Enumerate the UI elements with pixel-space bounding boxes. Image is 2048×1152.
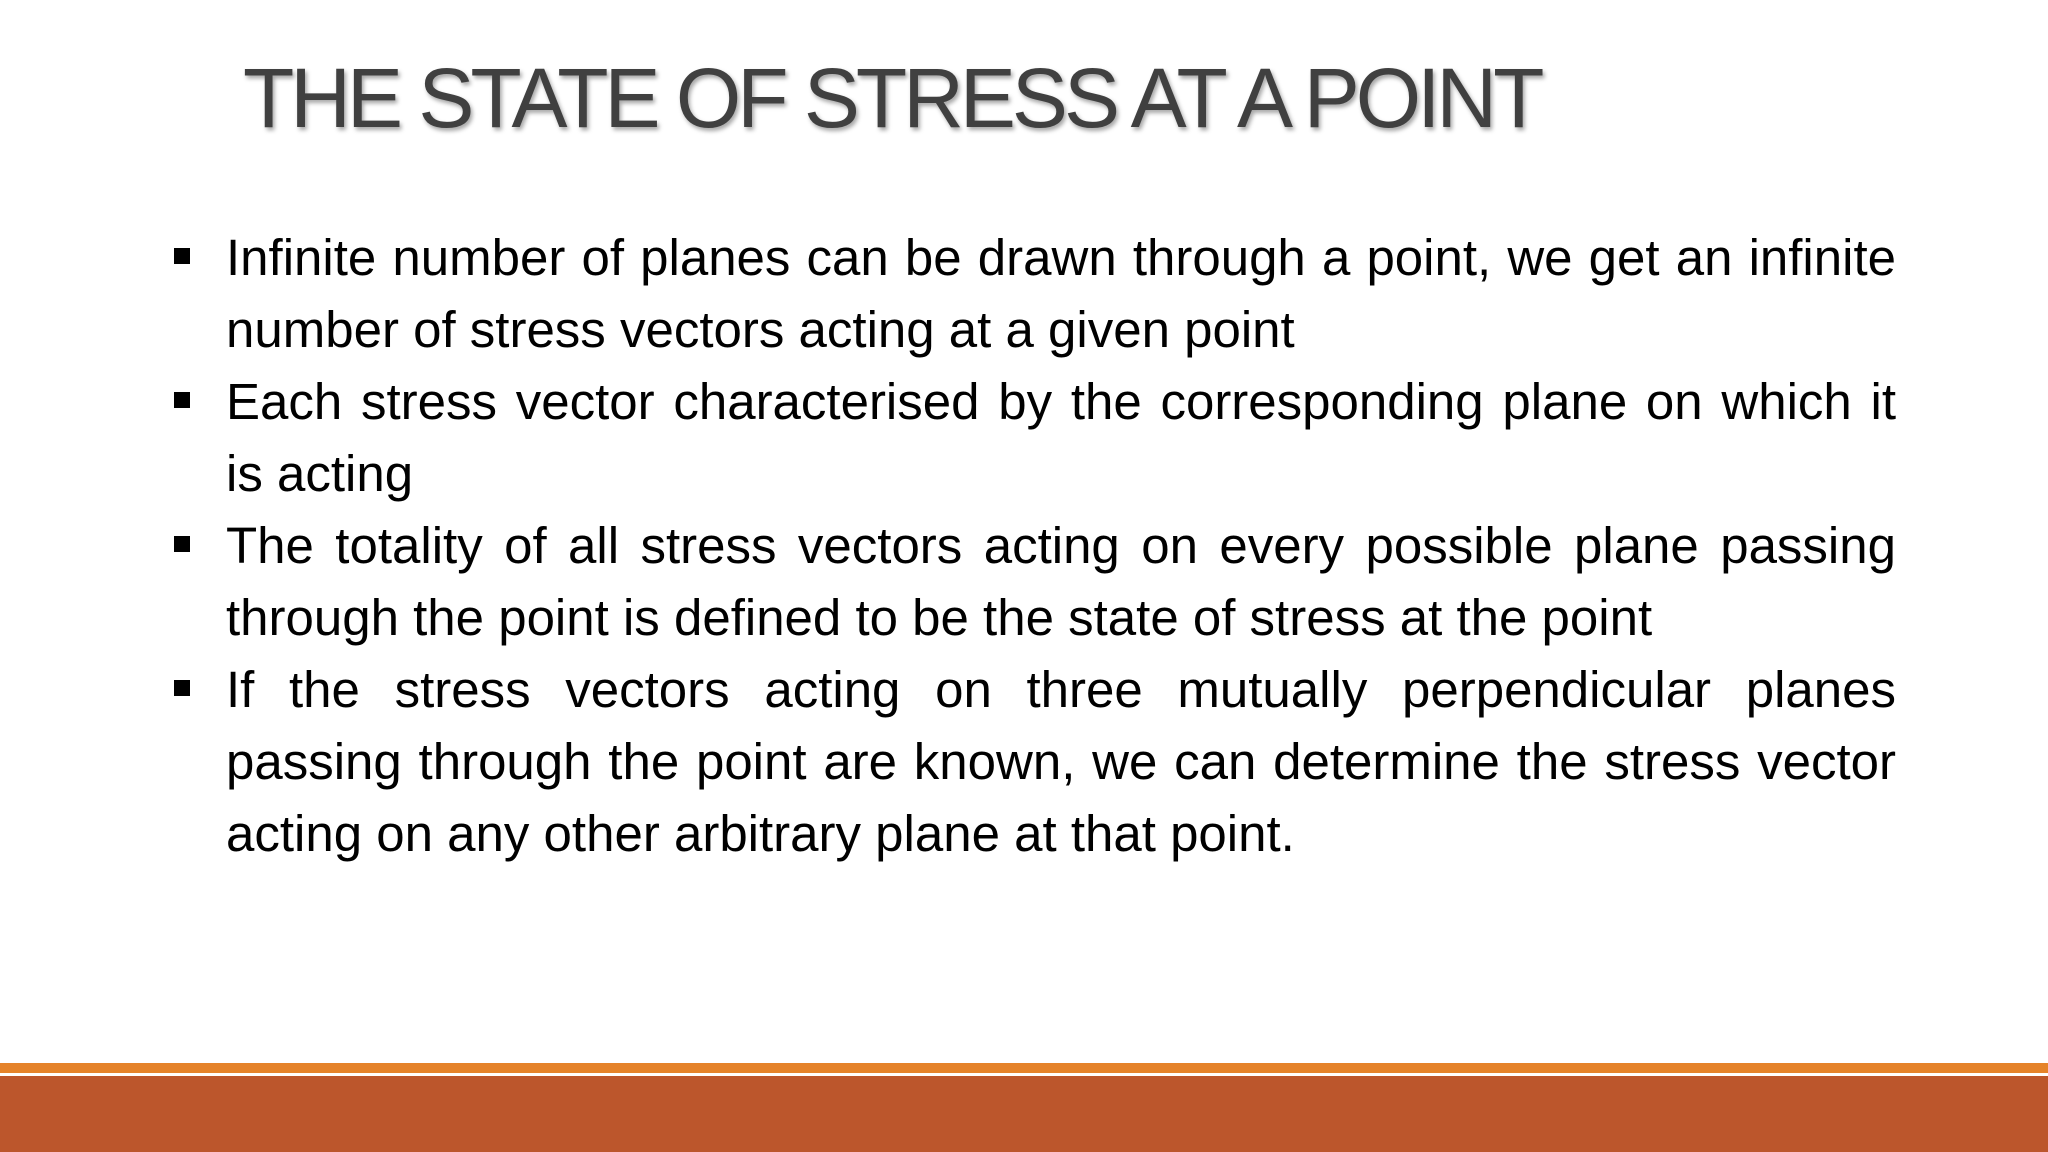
bullet-text: The totality of all stress vectors acting on every possible plane passing through the point is defined to be the state of stress at the point: [226, 517, 1896, 646]
bullet-text: If the stress vectors acting on three mutually perpendicular planes passing through the point are known, we can determine the stress vector acting on any other arbitrary plane at that point.: [226, 661, 1896, 862]
slide-title: THE STATE OF STRESS AT A POINT: [243, 51, 1541, 145]
bullet-item: [226, 510, 1896, 654]
bullet-text: Infinite number of planes can be drawn through a point, we get an infinite number of stress vectors acting at a given point: [226, 229, 1896, 358]
square-bullet-icon: [174, 536, 190, 552]
square-bullet-icon: [174, 392, 190, 408]
bullet-item: [226, 366, 1896, 510]
bullet-text: Each stress vector characterised by the corresponding plane on which it is acting: [226, 373, 1896, 502]
bullet-item: [226, 654, 1896, 870]
bullet-list: [226, 222, 1896, 870]
bullet-item: [226, 222, 1896, 366]
footer-bar: [0, 1076, 2048, 1152]
square-bullet-icon: [174, 248, 190, 264]
square-bullet-icon: [174, 680, 190, 696]
footer-accent-stripe: [0, 1063, 2048, 1073]
